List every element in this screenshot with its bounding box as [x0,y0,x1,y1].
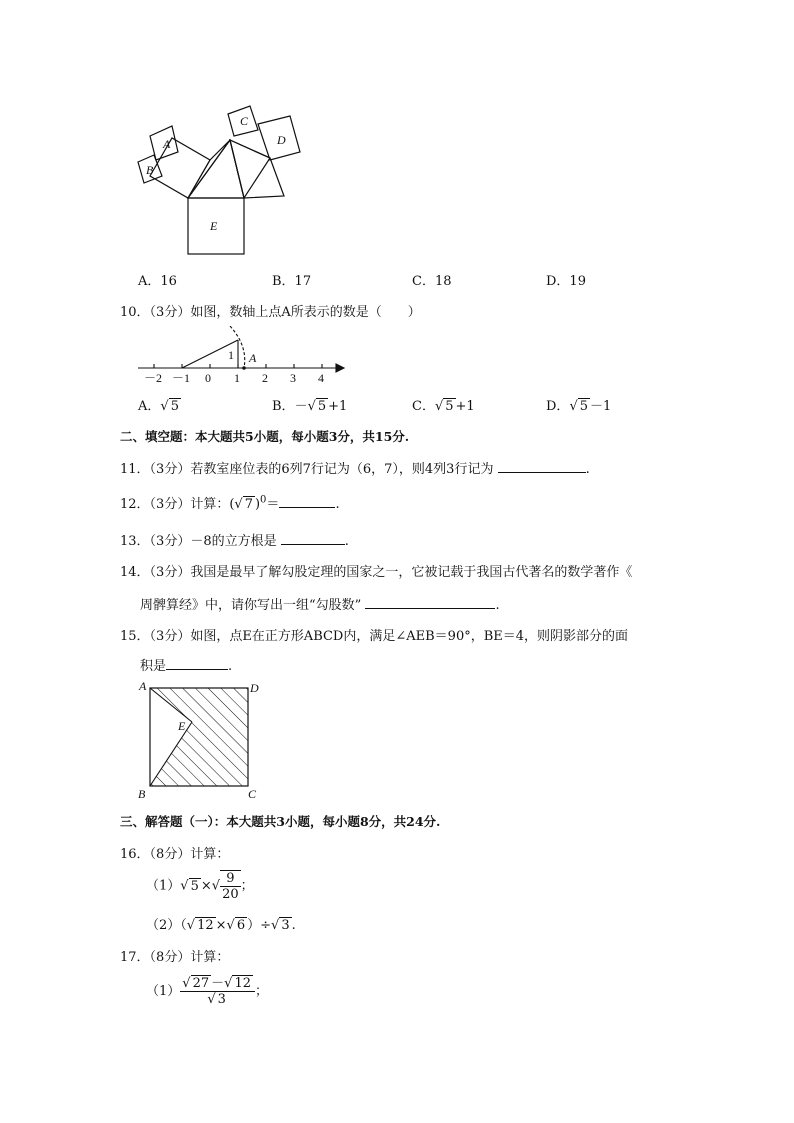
fig15-label-c: C [248,787,257,801]
fig9-label-c: C [240,114,249,128]
fig15-label-d: D [250,681,259,695]
q14-line1: 14．（3分）我国是最早了解勾股定理的国家之一，它被记载于我国古代著名的数学著作《 [120,565,633,580]
tick-label-m1: －1 [172,371,191,385]
q11-blank[interactable] [498,460,586,473]
q10-stem: 10．（3分）如图，数轴上点A所表示的数是（ ） [120,305,421,320]
tick-label-3: 3 [290,371,296,385]
q15-blank[interactable] [166,657,228,670]
fig9-label-d: D [277,133,286,147]
fig15-label-e: E [178,719,186,733]
q14-line2: 周髀算经》中，请你写出一组“勾股数” . [140,598,500,613]
q14-blank[interactable] [365,596,495,609]
section-2-heading: 二、填空题：本大题共5小题，每小题3分，共15分. [120,429,410,444]
q15-line1: 15．（3分）如图，点E在正方形ABCD内，满足∠AEB＝90°，BE＝4，则阴影部分的面 [120,629,629,644]
tick-label-1: 1 [234,371,240,385]
tick-label-0: 0 [205,371,211,385]
tick-label-2: 2 [262,371,268,385]
q17-stem: 17．（8分）计算： [120,950,230,965]
section-3-heading: 三、解答题（一）：本大题共3小题，每小题8分，共24分. [120,814,441,829]
main-triangle [188,140,244,198]
axis-arrow [336,364,344,372]
q10-option-a: A．√ 5 [138,399,179,414]
q9-option-b: B．17 [272,274,312,289]
q9-option-a: A．16 [138,274,177,289]
tick-label-4: 4 [318,371,324,385]
fig9-label-a: A [163,137,171,151]
q13: 13．（3分）－8的立方根是 . [120,534,349,549]
q9-option-c: C．18 [412,274,452,289]
fig15-label-b: B [138,787,146,801]
square-abcd-figure [134,678,264,804]
q17-part1: （1） $\frac{√ 27 -√ 12}{√ 3}$ ； [146,972,268,1007]
fig9-label-b: B [146,163,154,177]
q12: 12．（3分）计算：(√ 7 )$^0$＝ . [120,494,340,512]
q15-line2: 积是 . [140,659,233,674]
q13-blank[interactable] [281,532,345,545]
tick-label-m2: －2 [144,371,163,385]
fig15-label-a: A [139,679,147,693]
q10-option-d: D．√ 5 －1 [546,399,612,414]
right-square [230,140,284,198]
fig9-label-e: E [210,219,218,233]
q16-part2: （2）（√ 12 ×√ 6 ）÷√ 3 . [146,918,296,933]
point-a-label: A [249,351,257,365]
side-label-1: 1 [228,348,234,362]
shaded-region [150,688,248,786]
q10-option-c: C．√ 5 +1 [412,399,475,414]
q10-option-b: B．－√ 5 +1 [272,399,348,414]
q16-stem: 16．（8分）计算： [120,847,230,862]
q16-part1: （1）√ 5 ×√ $\frac{9}{20}$ ； [146,871,254,902]
q11: 11．（3分）若教室座位表的6列7行记为（6，7），则4列3行记为 . [120,462,590,477]
q12-blank[interactable] [279,495,335,508]
pythagorean-squares-figure [130,100,310,260]
q9-option-d: D．19 [546,274,586,289]
point-a-dot [242,366,246,370]
left-triangle [188,140,230,198]
number-line-figure [136,326,346,386]
